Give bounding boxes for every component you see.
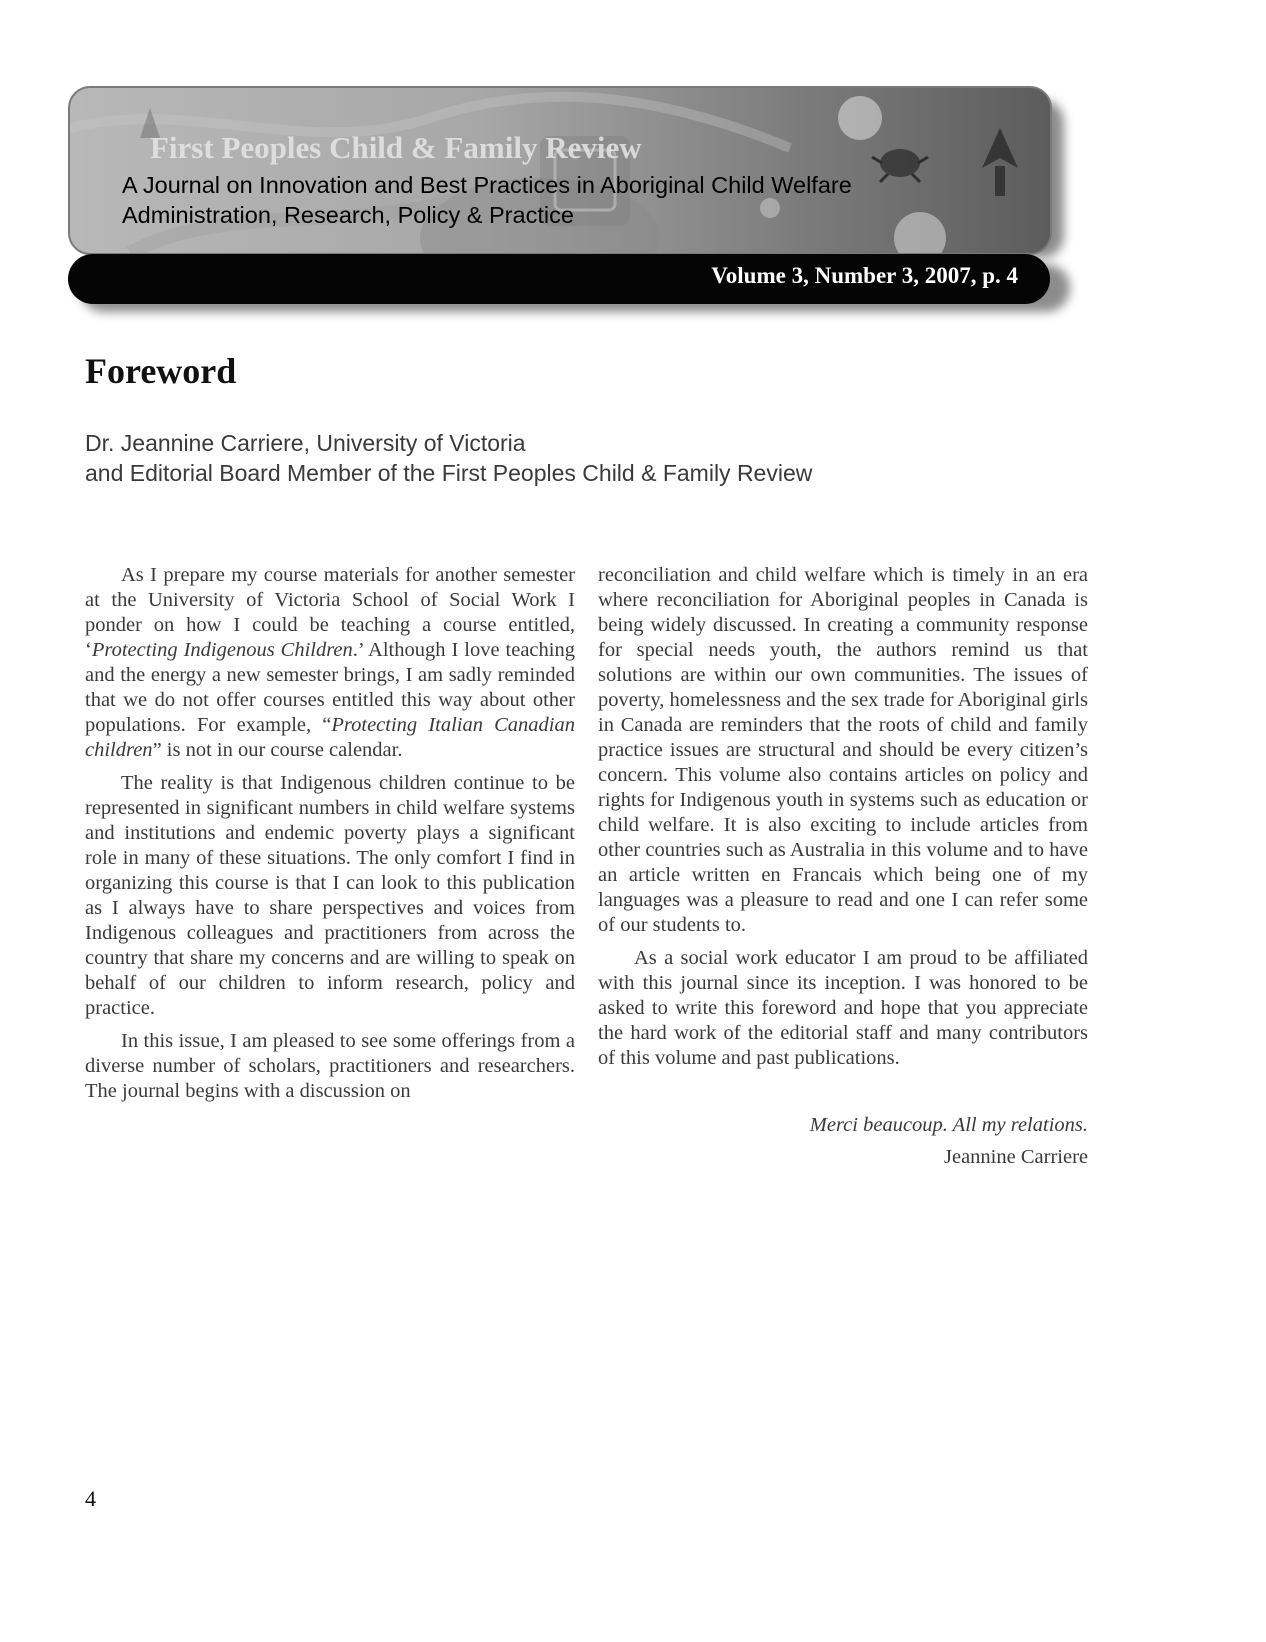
example-course-italic: Protecting Italian Canadian children <box>85 714 575 761</box>
paragraph-2: The reality is that Indigenous children continue to be represented in significant numbers in child welfare systems and institutions and endemic poverty plays a significant role in many of these situations. The only comfort I find in organizing this course is that I can look to this publication as I always have to share perspectives and voices from Indigenous colleagues and practitioners from across the country that share my concerns and are willing to speak on behalf of our children to inform research, policy and practice. <box>85 772 575 1019</box>
journal-subtitle <box>122 170 852 230</box>
journal-title: First Peoples Child & Family Review <box>150 130 642 165</box>
paragraph-3: In this issue, I am pleased to see some offerings from a diverse number of scholars, practitioners and researchers. The journal begins with a discussion on <box>85 1030 575 1102</box>
signature: Jeannine Carriere <box>944 1146 1088 1168</box>
right-column <box>598 563 1088 1173</box>
paragraph-1-text-b: .’ Although I love teaching and the energy a new semester brings, I am sadly reminded that we do not offer courses entitled this way about other populations. For example, “ <box>85 639 575 736</box>
left-column <box>85 563 575 1112</box>
author-line-1: Dr. Jeannine Carriere, University of Victoria <box>85 430 526 456</box>
journal-subtitle-line-1: A Journal on Innovation and Best Practices in Aboriginal Child Welfare <box>122 172 852 198</box>
article-title: Foreword <box>85 351 237 391</box>
volume-info: Volume 3, Number 3, 2007, p. 4 <box>711 263 1018 288</box>
page-number: 4 <box>85 1486 96 1511</box>
paragraph-3-continued: reconciliation and child welfare which is timely in an era where reconciliation for Aboriginal peoples in Canada is being widely discussed. In creating a community response for special needs youth, the authors remind us that solutions are within our own communities. The issues of poverty, homelessness and the sex trade for Aboriginal girls in Canada are reminders that the roots of child and family practice issues are structural and should be every citizen’s concern. This volume also contains articles on policy and rights for Indigenous youth in systems such as education or child welfare. It is also exciting to include articles from other countries such as Australia in this volume and to have an article written en Francais which being one of my languages was a pleasure to read and one I can refer some of our students to. <box>598 564 1088 936</box>
journal-header-banner <box>68 86 1094 318</box>
paragraph-1 <box>85 563 575 763</box>
paragraph-4: As a social work educator I am proud to be affiliated with this journal since its inception. I was honored to be asked to write this foreword and hope that you appreciate the hard work of the editorial staff and many contributors of this volume and past publications. <box>598 947 1088 1069</box>
volume-bar <box>68 254 1050 304</box>
course-title-italic: Protecting Indigenous Children <box>91 639 353 661</box>
author-block <box>85 428 812 488</box>
paragraph-1-text-c: ” is not in our course calendar. <box>152 739 403 761</box>
journal-subtitle-line-2: Administration, Research, Policy & Practice <box>122 202 574 228</box>
author-line-2: and Editorial Board Member of the First Peoples Child & Family Review <box>85 460 813 486</box>
sign-off <box>598 1109 1088 1173</box>
banner-panel <box>68 86 1052 255</box>
paragraph-1-text-a: As I prepare my course materials for another semester at the University of Victoria School of Social Work I ponder on how I could be teaching a course entitled, ‘ <box>85 564 575 661</box>
closing-line: Merci beaucoup. All my relations. <box>809 1114 1088 1136</box>
